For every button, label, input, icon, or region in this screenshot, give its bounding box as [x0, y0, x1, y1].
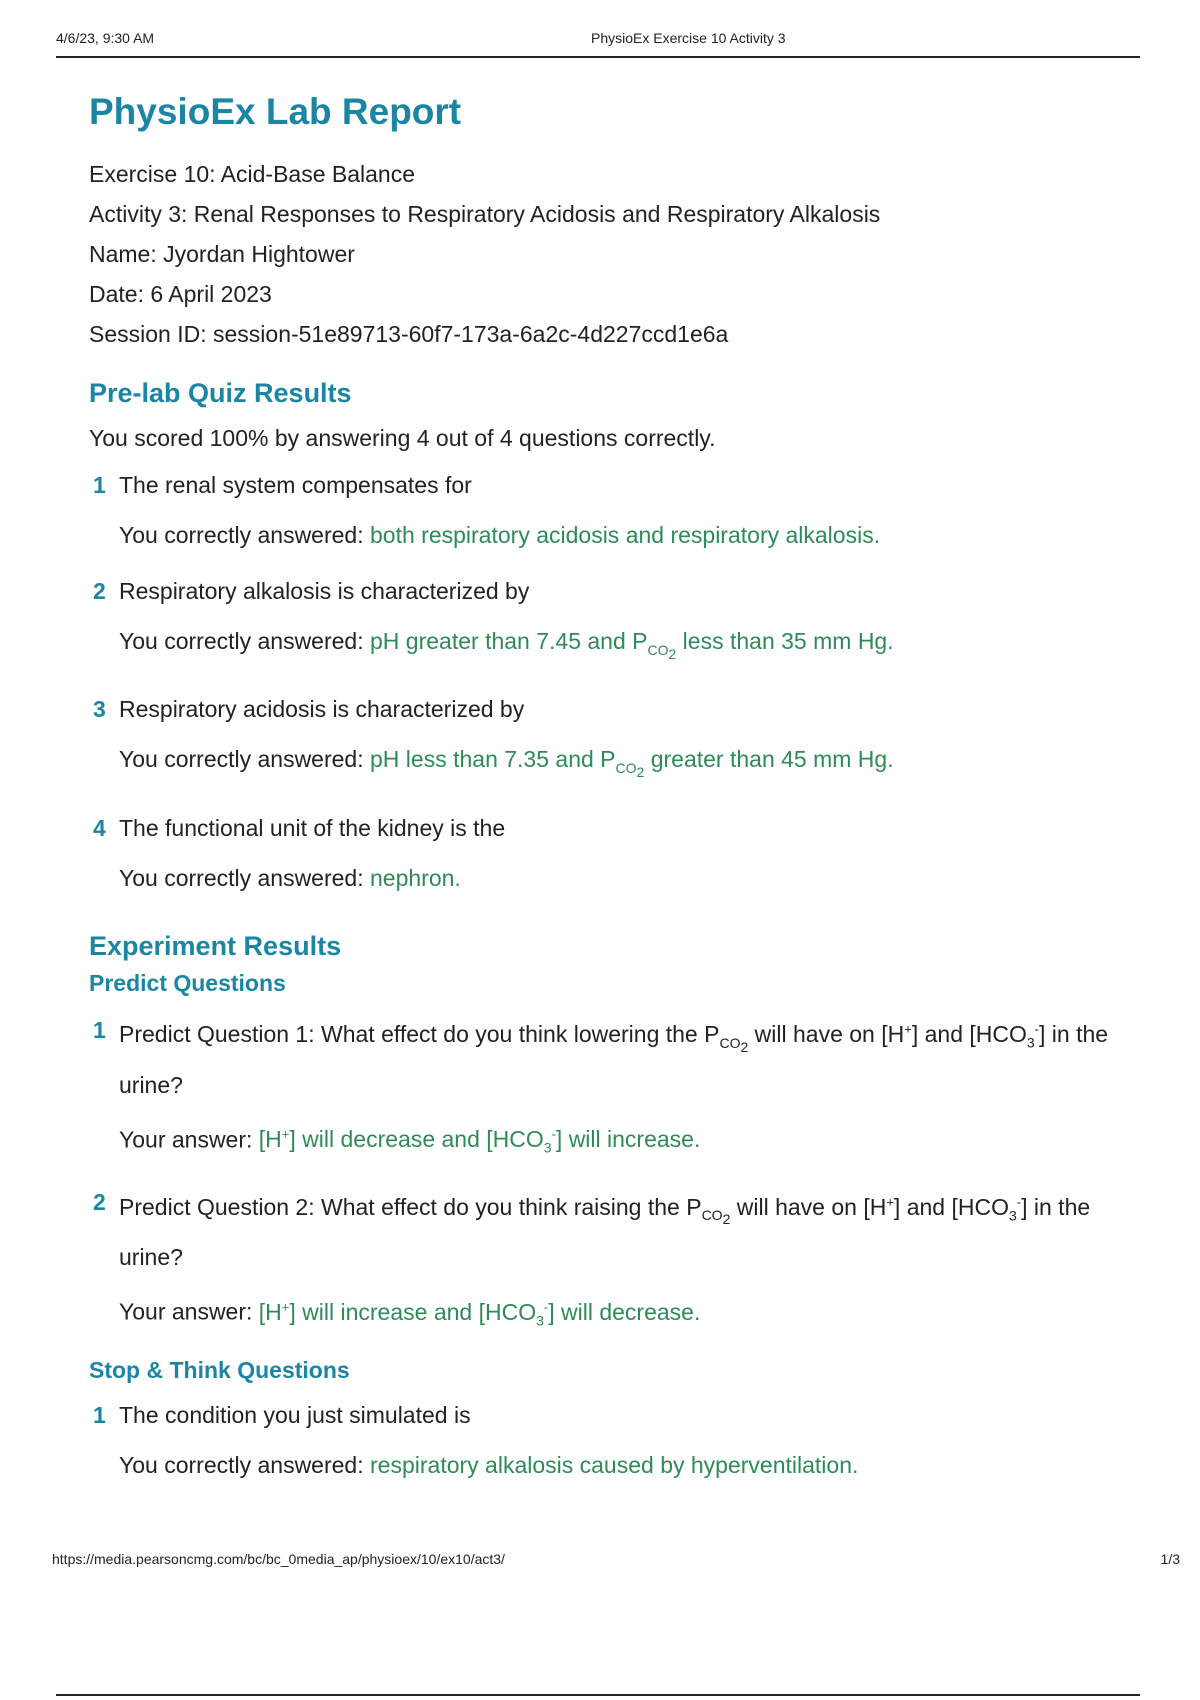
print-header — [56, 28, 1140, 58]
page-number: 1/3 — [1160, 1551, 1180, 1567]
question-text: Respiratory alkalosis is characterized by — [119, 578, 530, 604]
question-text: Predict Question 1: What effect do you think lowering the $P_{CO_2}$ will have on [H+] and $[HCO_3^-]$ in the urine? — [119, 1021, 1109, 1098]
page-url: https://media.pearsoncmg.com/bc/bc_0media_ap/physioex/10/ex10/act3/ — [52, 1551, 505, 1567]
prelab-answer — [89, 516, 1139, 554]
prelab-answer — [89, 622, 1139, 672]
answer-text: both respiratory acidosis and respiratory alkalosis. — [370, 522, 881, 548]
answer-text: respiratory alkalosis caused by hyperventilation. — [370, 1452, 859, 1479]
question-text: The renal system compensates for — [119, 472, 472, 498]
stop-think-answer — [89, 1446, 1139, 1484]
print-title: PhysioEx Exercise 10 Activity 3 — [591, 30, 786, 46]
report-content — [89, 86, 1139, 1484]
answer-text: nephron. — [370, 864, 461, 891]
prelab-question — [89, 809, 1139, 847]
report-meta — [89, 154, 1139, 354]
answer-text: pH less than 7.35 and $P_{CO_2}$ greater than 45 mm Hg. — [370, 746, 894, 780]
exercise-line: Exercise 10: Acid-Base Balance — [89, 161, 416, 187]
question-number: 4 — [93, 814, 106, 841]
question-text: The functional unit of the kidney is the — [119, 814, 506, 841]
experiment-heading: Experiment Results — [89, 930, 342, 961]
answer-prefix: You correctly answered: — [119, 864, 371, 891]
question-number: 2 — [93, 1189, 106, 1216]
predict-answer — [89, 1116, 1139, 1167]
stop-think-question — [89, 1396, 1139, 1434]
answer-prefix: You correctly answered: — [119, 746, 371, 773]
session-line: Session ID: session-51e89713-60f7-173a-6a2c-4d227ccd1e6a — [89, 321, 729, 347]
prelab-question — [89, 466, 1139, 504]
answer-text: pH greater than 7.45 and $P_{CO_2}$ less than 35 mm Hg. — [370, 628, 894, 662]
print-footer — [52, 1551, 1180, 1571]
question-number: 3 — [93, 696, 106, 723]
prelab-question — [89, 572, 1139, 610]
prelab-heading: Pre-lab Quiz Results — [89, 378, 352, 408]
bottom-divider — [56, 1694, 1140, 1696]
predict-heading: Predict Questions — [89, 969, 286, 996]
predict-question — [89, 1011, 1139, 1104]
answer-text: [H+] will decrease and $[HCO_3^-]$ will increase. — [258, 1126, 701, 1157]
question-number: 1 — [93, 1016, 106, 1043]
predict-question — [89, 1183, 1139, 1276]
question-number: 2 — [93, 578, 106, 604]
prelab-score: You scored 100% by answering 4 out of 4 questions correctly. — [89, 425, 716, 451]
print-date: 4/6/23, 9:30 AM — [56, 30, 155, 46]
question-number: 1 — [93, 1402, 106, 1429]
answer-text: [H+] will increase and $[HCO_3^-]$ will decrease. — [258, 1298, 701, 1329]
answer-prefix: You correctly answered: — [119, 628, 371, 654]
answer-prefix: You correctly answered: — [119, 1452, 371, 1479]
question-number: 1 — [93, 472, 106, 498]
answer-prefix: Your answer: — [119, 1126, 259, 1153]
question-text: The condition you just simulated is — [119, 1402, 471, 1429]
name-line: Name: Jyordan Hightower — [89, 241, 355, 267]
answer-prefix: Your answer: — [119, 1298, 259, 1325]
prelab-answer — [89, 740, 1139, 790]
question-text: Respiratory acidosis is characterized by — [119, 696, 525, 723]
predict-answer — [89, 1288, 1139, 1339]
answer-prefix: You correctly answered: — [119, 522, 371, 548]
date-line: Date: 6 April 2023 — [89, 281, 272, 307]
report-title: PhysioEx Lab Report — [89, 91, 462, 132]
stop-think-heading: Stop & Think Questions — [89, 1357, 350, 1384]
prelab-question — [89, 690, 1139, 728]
question-text: Predict Question 2: What effect do you think raising the $P_{CO_2}$ will have on [H+] and $[HCO_3^-]$ in the urine? — [119, 1193, 1091, 1271]
prelab-answer — [89, 859, 1139, 897]
activity-line: Activity 3: Renal Responses to Respiratory Acidosis and Respiratory Alkalosis — [89, 201, 881, 227]
